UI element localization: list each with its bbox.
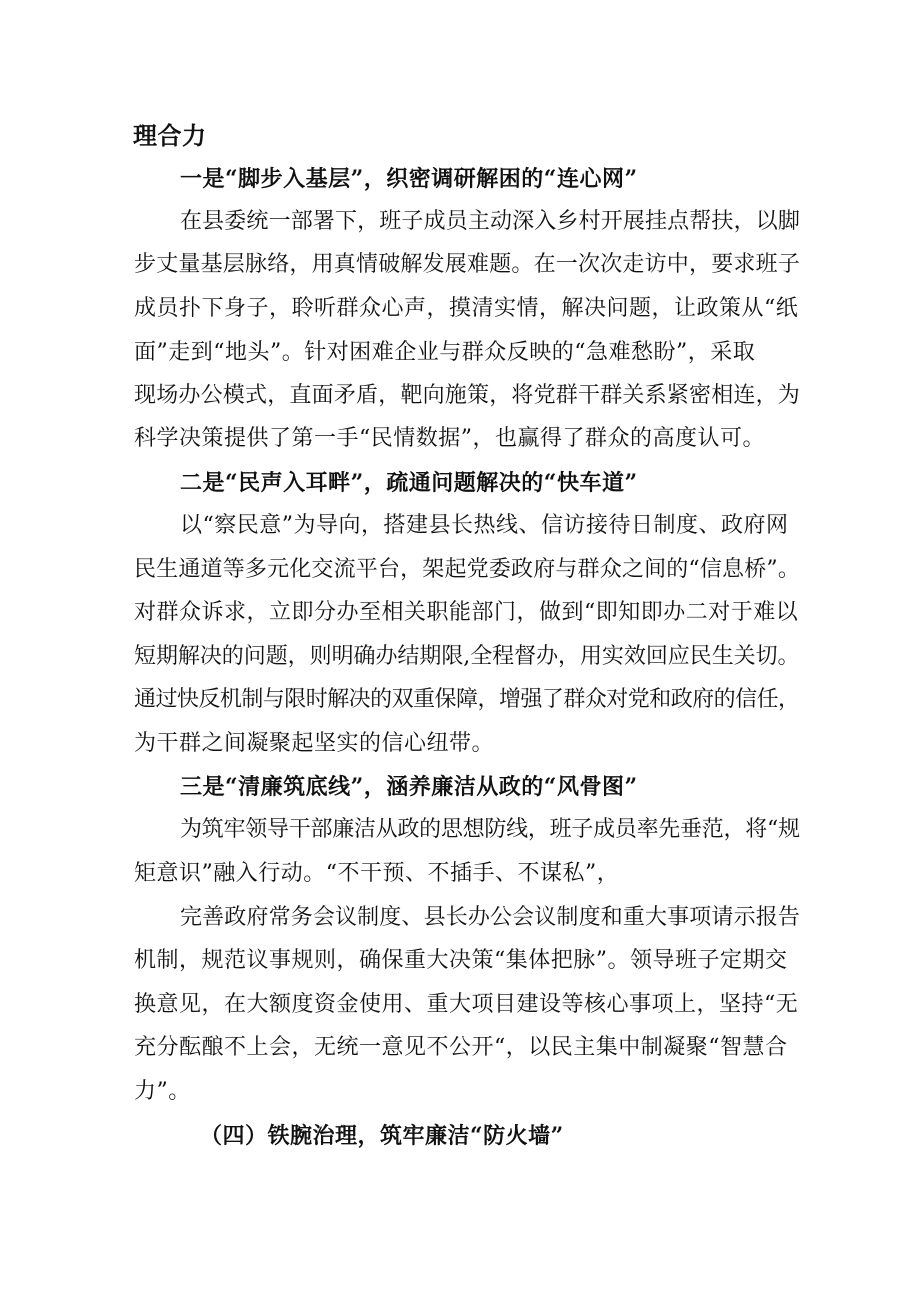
section-heading-2: 二是“民声入耳畔”，疏通问题解决的“快车道” — [180, 470, 638, 496]
paragraph-line: 短期解决的问题，则明确办结期限,全程督办，用实效回应民生关切。 — [134, 644, 800, 669]
paragraph-line: 以“察民意”为导向，搭建县长热线、信访接待日制度、政府网 — [180, 513, 789, 538]
paragraph-line: 为筑牢领导干部廉洁从政的思想防线，班子成员率先垂范，将“规 — [180, 817, 800, 842]
paragraph-line: 民生通道等多元化交流平台，架起党委政府与群众之间的“信息桥”。 — [134, 557, 800, 582]
paragraph-line: 现场办公模式，直面矛盾，靶向施策，将党群干群关系紧密相连，为 — [134, 383, 801, 408]
paragraph-line: 成员扑下身子，聆听群众心声，摸清实情，解决问题，让政策从“纸 — [134, 296, 799, 321]
paragraph-line: 为干群之间凝聚起坚实的信心纽带。 — [134, 731, 495, 756]
paragraph-line: 矩意识”融入行动。“不干预、不插手、不谋私”， — [134, 861, 620, 886]
paragraph-line: 机制，规范议事规则，确保重大决策“集体把脉”。领导班子定期交 — [134, 948, 788, 973]
paragraph-line: 力”。 — [134, 1079, 191, 1104]
section-heading-3: 三是“清廉筑底线”，涵养廉洁从政的“风骨图” — [180, 774, 638, 800]
paragraph-line: 步丈量基层脉络，用真情破解发展难题。在一次次走访中，要求班子 — [134, 252, 801, 277]
section-heading-1: 一是“脚步入基层”，织密调研解困的“连心网” — [180, 166, 638, 192]
paragraph-line: 通过快反机制与限时解决的双重保障，增强了群众对党和政府的信任， — [134, 687, 800, 712]
paragraph-line: 科学决策提供了第一手“民情数据”，也赢得了群众的高度认可。 — [134, 426, 765, 451]
paragraph-line: 在县委统一部署下，班子成员主动深入乡村开展挂点帮扶，以脚 — [180, 209, 801, 234]
paragraph-line: 对群众诉求，立即分办至相关职能部门，做到“即知即办二对于难以 — [134, 600, 799, 625]
sub-heading: （四）铁腕治理，筑牢廉洁“防火墙” — [200, 1123, 564, 1149]
paragraph-line: 充分酝酿不上会，无统一意见不公开“，以民主集中制凝聚“智慧合 — [134, 1035, 788, 1060]
paragraph-line: 面”走到“地头”。针对困难企业与群众反映的“急难愁盼”，采取 — [134, 340, 756, 365]
top-heading: 理合力 — [133, 122, 207, 150]
paragraph-line: 换意见，在大额度资金使用、重大项目建设等核心事项上，坚持“无 — [134, 992, 799, 1017]
paragraph-line: 完善政府常务会议制度、县长办公会议制度和重大事项请示报告 — [180, 905, 801, 930]
